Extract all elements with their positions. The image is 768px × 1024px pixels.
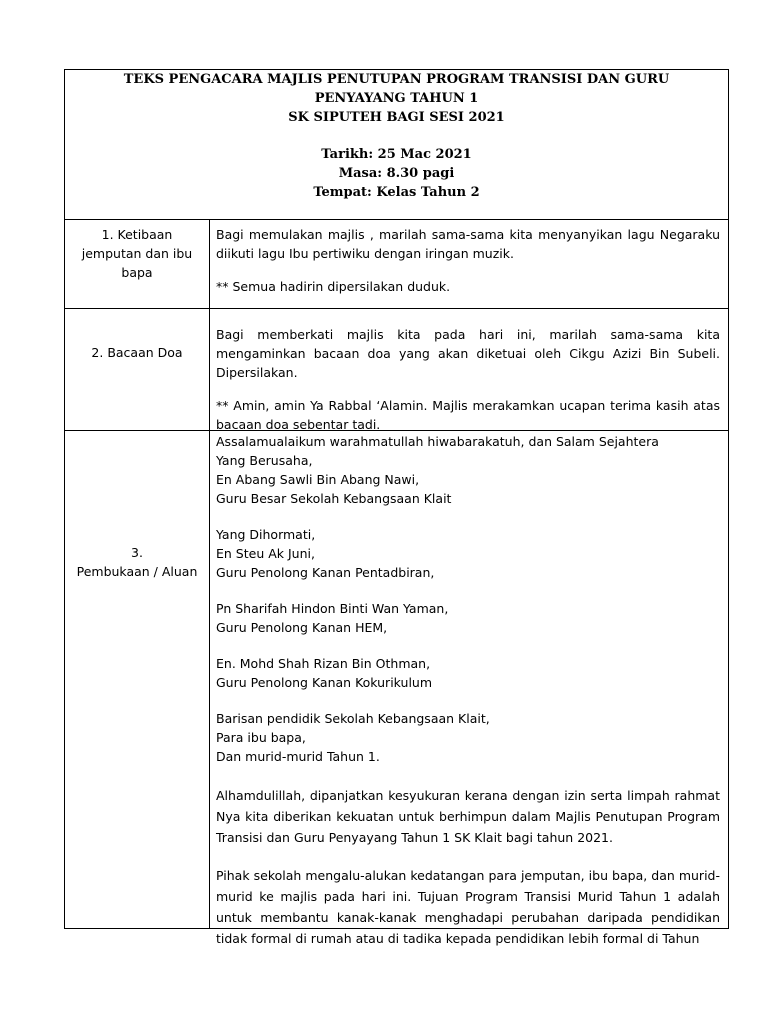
- document-header: [65, 70, 728, 220]
- guest-block: Pn Sharifah Hindon Binti Wan Yaman, Guru Penolong Kanan HEM,: [216, 601, 449, 635]
- event-place: Tempat: Kelas Tahun 2: [313, 185, 480, 200]
- greeting-block: Assalamualaikum warahmatullah hiwabarakatuh, dan Salam Sejahtera Yang Berusaha, En Abang Sawli Bin Abang Nawi, Guru Besar Sekolah Kebangsaan Klait: [216, 434, 659, 506]
- guest-block: En. Mohd Shah Rizan Bin Othman, Guru Penolong Kanan Kokurikulum: [216, 656, 433, 690]
- script-table: [64, 69, 729, 946]
- row-content: [210, 220, 728, 308]
- event-date: Tarikh: 25 Mac 2021: [321, 147, 472, 162]
- paragraph: Pihak sekolah mengalu-alukan kedatangan para jemputan, ibu bapa, dan murid-murid ke majlis pada hari ini. Tujuan Program Transisi Murid Tahun 1 adalah untuk membantu kanak-kanak menghadapi perubahan daripada pendidikan tidak formal di rumah atau di tadika kepada pendidikan lebih formal di Tahun: [216, 868, 720, 946]
- title-line-3: SK SIPUTEH BAGI SESI 2021: [288, 110, 505, 125]
- row-label: 2. Bacaan Doa: [65, 309, 210, 430]
- title-line-2: PENYAYANG TAHUN 1: [314, 91, 479, 106]
- document-title: [65, 70, 728, 127]
- row-content: [210, 309, 728, 430]
- row-label: 1. Ketibaan jemputan dan ibu bapa: [65, 220, 210, 308]
- row-content: [210, 431, 728, 946]
- paragraph: Alhamdulillah, dipanjatkan kesyukuran kerana dengan izin serta limpah rahmat Nya kita diberikan kekuatan untuk berhimpun dalam Majlis Penutupan Program Transisi dan Guru Penyayang Tahun 1 SK Klait bagi tahun 2021.: [216, 788, 720, 845]
- table-row: [65, 309, 728, 431]
- row-label: 3. Pembukaan / Aluan: [65, 431, 210, 928]
- paragraph: ** Semua hadirin dipersilakan duduk.: [216, 279, 451, 294]
- table-row: [65, 431, 728, 946]
- event-time: Masa: 8.30 pagi: [338, 166, 455, 181]
- title-line-1: TEKS PENGACARA MAJLIS PENUTUPAN PROGRAM TRANSISI DAN GURU: [123, 72, 670, 87]
- table-row: [65, 220, 728, 309]
- paragraph: Bagi memulakan majlis , marilah sama-sama kita menyanyikan lagu Negaraku diikuti lagu Ibu pertiwiku dengan iringan muzik.: [216, 227, 720, 261]
- guest-block: Barisan pendidik Sekolah Kebangsaan Klait, Para ibu bapa, Dan murid-murid Tahun 1.: [216, 711, 490, 764]
- paragraph: Bagi memberkati majlis kita pada hari ini, marilah sama-sama kita mengaminkan bacaan doa yang akan diketuai oleh Cikgu Azizi Bin Subeli. Dipersilakan.: [216, 327, 720, 380]
- guest-block: Yang Dihormati, En Steu Ak Juni, Guru Penolong Kanan Pentadbiran,: [216, 527, 435, 580]
- event-details: [65, 145, 728, 202]
- paragraph: ** Amin, amin Ya Rabbal ‘Alamin. Majlis merakamkan ucapan terima kasih atas bacaan doa sebentar tadi.: [216, 398, 720, 432]
